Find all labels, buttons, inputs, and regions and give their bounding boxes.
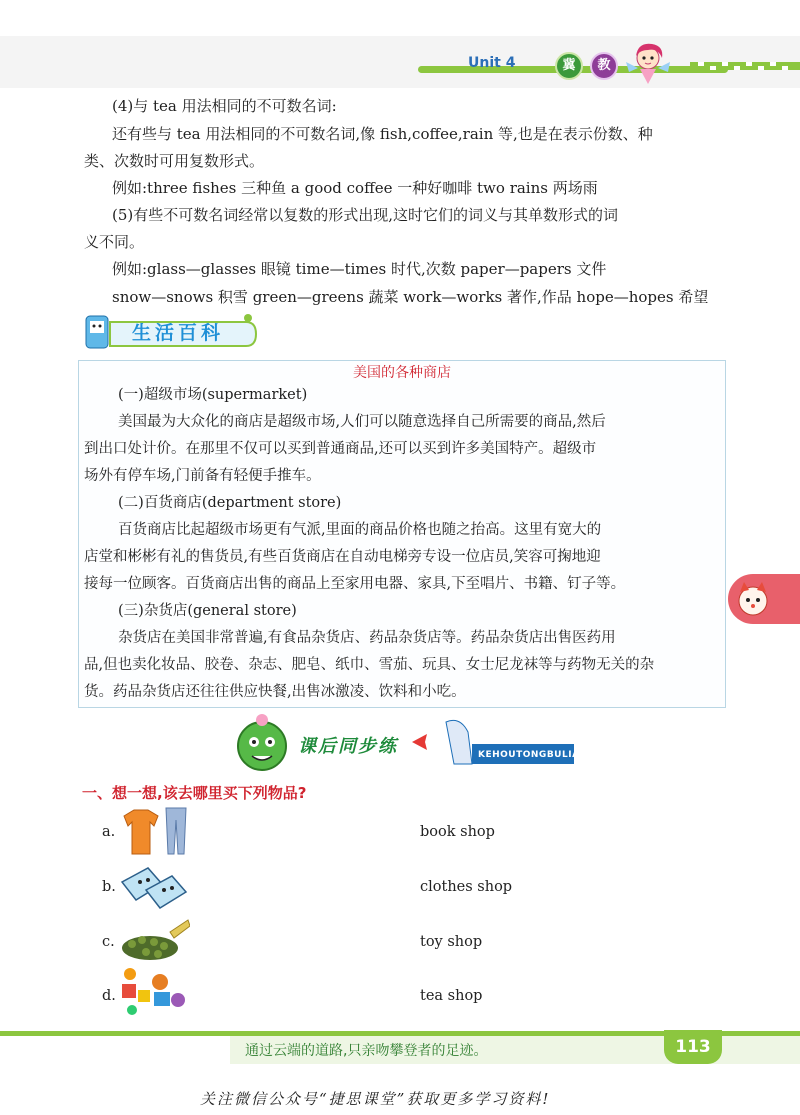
practice-banner-icon [232, 712, 577, 776]
p5-example2: snow—snows 积雪 green—greens 蔬菜 work—works 著作,作品 hope—hopes 希望 [112, 288, 709, 306]
life-banner-title: 生活百科 [132, 322, 225, 344]
p4-line1: 还有些与 tea 用法相同的不可数名词,像 fish,coffee,rain 等,也是在表示份数、种 [112, 125, 653, 143]
s3-heading: (三)杂货店(general store) [118, 603, 297, 619]
clothes-icon [118, 806, 190, 856]
s2-line3: 接每一位顾客。百货商店出售的商品上至家用电器、家具,下至唱片、书籍、钉子等。 [84, 576, 626, 592]
option-toy-shop: toy shop [420, 934, 483, 950]
p4-example: 例如:three fishes 三种鱼 a good coffee 一种好咖啡 two rains 两场雨 [112, 179, 598, 197]
practice-banner-subtitle: KEHOUTONGBULIAN [478, 750, 588, 760]
s2-line2: 店堂和彬彬有礼的售货员,有些百货商店在自动电梯旁专设一位店员,笑容可掬地迎 [84, 549, 601, 565]
question-1-title: 一、想一想,该去哪里买下列物品? [82, 784, 307, 802]
footer-note: 关注微信公众号“捷思课堂”获取更多学习资料! [200, 1090, 551, 1108]
s1-line3: 场外有停车场,门前备有轻便手推车。 [84, 468, 321, 484]
fairy-mascot-icon [624, 38, 674, 86]
item-c-label: c. [102, 934, 115, 950]
badge-ji: 冀 [555, 52, 583, 80]
s1-line2: 到出口处计价。在那里不仅可以买到普通商品,还可以买到许多美国特产。超级市 [84, 441, 597, 457]
checker-pattern-icon [690, 58, 800, 74]
books-icon [118, 860, 190, 910]
cat-face-icon [734, 580, 772, 618]
s1-line1: 美国最为大众化的商店是超级市场,人们可以随意选择自己所需要的商品,然后 [118, 414, 606, 430]
s3-line1: 杂货店在美国非常普遍,有食品杂货店、药品杂货店等。药品杂货店出售医药用 [118, 630, 616, 646]
option-clothes-shop: clothes shop [420, 879, 513, 895]
unit-label: Unit 4 [468, 55, 516, 71]
p4-heading: (4)与 tea 用法相同的不可数名词: [112, 97, 337, 115]
item-d-label: d. [102, 988, 116, 1004]
p5-example1: 例如:glass—glasses 眼镜 time—times 时代,次数 paper—papers 文件 [112, 260, 607, 278]
tea-leaves-icon [118, 914, 190, 964]
page-number: 113 [664, 1030, 722, 1064]
s2-heading: (二)百货商店(department store) [118, 495, 342, 511]
footer-motto: 通过云端的道路,只亲吻攀登者的足迹。 [245, 1043, 488, 1059]
badge-jiao: 教 [590, 52, 618, 80]
option-tea-shop: tea shop [420, 988, 483, 1004]
p5-line2: 义不同。 [84, 233, 145, 251]
s3-line2: 品,但也卖化妆品、胶卷、杂志、肥皂、纸巾、雪茄、玩具、女士尼龙袜等与药物无关的杂 [84, 657, 655, 673]
option-book-shop: book shop [420, 824, 495, 840]
item-b-label: b. [102, 879, 116, 895]
item-a-label: a. [102, 824, 116, 840]
s2-line1: 百货商店比起超级市场更有气派,里面的商品价格也随之抬高。这里有宽大的 [118, 522, 602, 538]
practice-banner-title: 课后同步练 [298, 736, 398, 757]
p5-line1: (5)有些不可数名词经常以复数的形式出现,这时它们的词义与其单数形式的词 [112, 206, 619, 224]
toys-icon [118, 966, 190, 1016]
box-title: 美国的各种商店 [353, 365, 451, 381]
s3-line3: 货。药品杂货店还往往供应快餐,出售冰激凌、饮料和小吃。 [84, 684, 466, 700]
p4-line2: 类、次数时可用复数形式。 [84, 152, 265, 170]
header-band [0, 36, 800, 88]
s1-heading: (一)超级市场(supermarket) [118, 387, 308, 403]
